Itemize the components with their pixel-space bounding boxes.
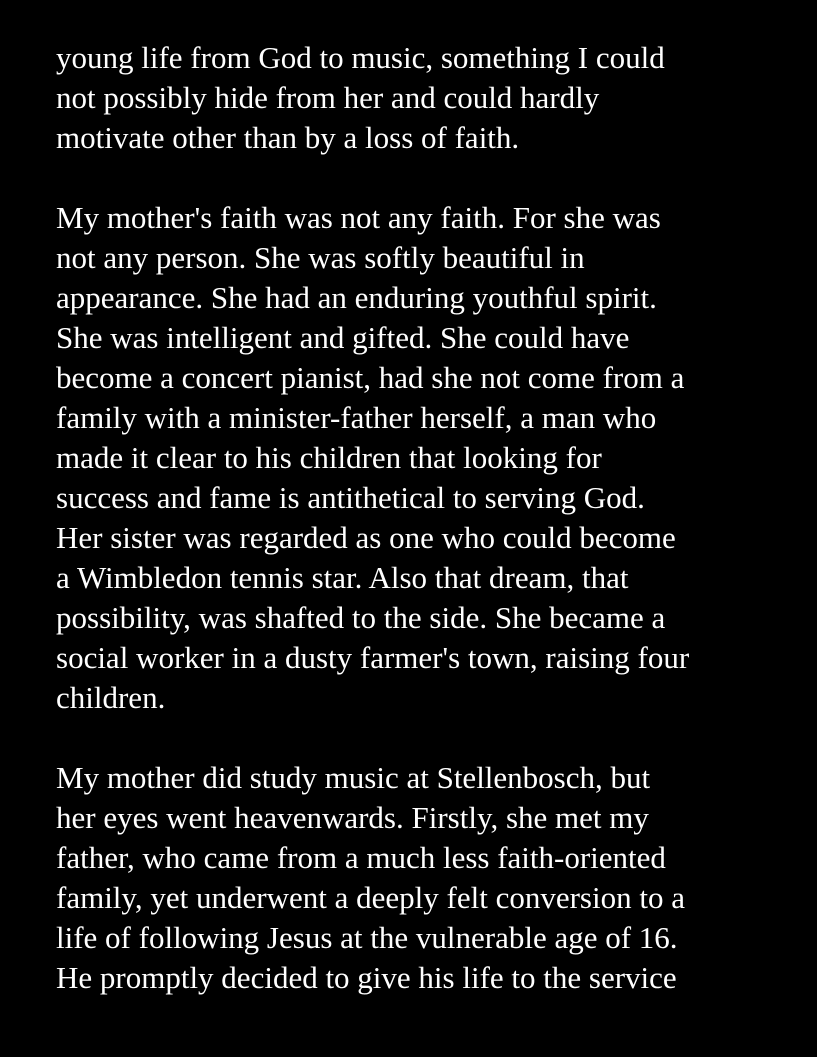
text-line: motivate other than by a loss of faith.: [56, 120, 520, 155]
text-line: She was intelligent and gifted. She could have: [56, 320, 630, 355]
text-line: My mother did study music at Stellenbosch, but: [56, 760, 651, 795]
text-line: He promptly decided to give his life to the service: [56, 960, 677, 995]
paragraph-spacer: [56, 718, 796, 758]
text-line: children.: [56, 680, 166, 715]
text-line: her eyes went heavenwards. Firstly, she met my: [56, 800, 649, 835]
text-line: family with a minister-father herself, a man who: [56, 400, 657, 435]
text-line: family, yet underwent a deeply felt conversion to a: [56, 880, 685, 915]
text-line: possibility, was shafted to the side. She became a: [56, 600, 666, 635]
text-line: life of following Jesus at the vulnerable age of 16.: [56, 920, 678, 955]
document-page: [56, 38, 796, 998]
paragraph-1: [56, 38, 796, 158]
text-line: appearance. She had an enduring youthful spirit.: [56, 280, 657, 315]
text-line: father, who came from a much less faith-oriented: [56, 840, 666, 875]
text-line: young life from God to music, something I could: [56, 40, 665, 75]
text-line: not possibly hide from her and could hardly: [56, 80, 600, 115]
text-line: success and fame is antithetical to serving God.: [56, 480, 645, 515]
text-line: social worker in a dusty farmer's town, raising four: [56, 640, 690, 675]
paragraph-3: [56, 758, 796, 998]
text-line: become a concert pianist, had she not come from a: [56, 360, 685, 395]
paragraph-2: [56, 198, 796, 718]
text-line: My mother's faith was not any faith. For she was: [56, 200, 661, 235]
text-line: Her sister was regarded as one who could become: [56, 520, 676, 555]
text-line: not any person. She was softly beautiful in: [56, 240, 585, 275]
text-line: a Wimbledon tennis star. Also that dream, that: [56, 560, 629, 595]
paragraph-spacer: [56, 158, 796, 198]
text-line: made it clear to his children that looking for: [56, 440, 602, 475]
